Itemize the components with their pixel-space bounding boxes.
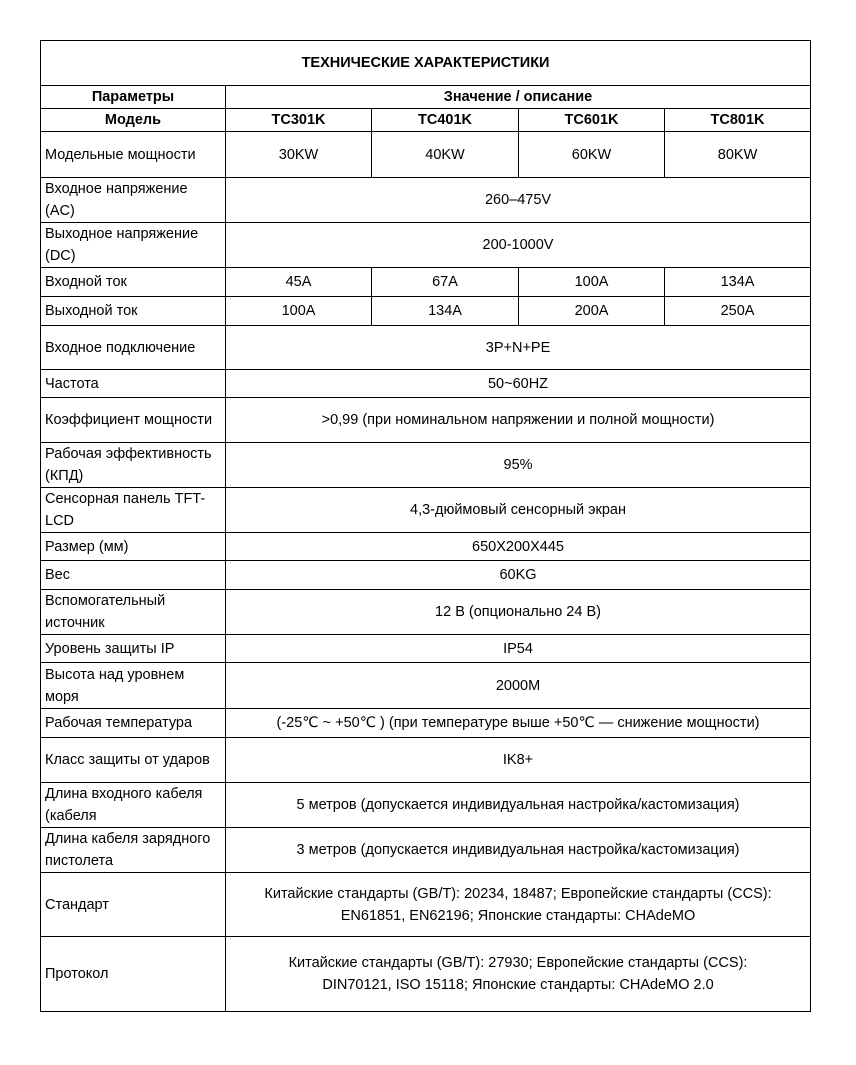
model-name: TC601K xyxy=(519,109,665,132)
cell-value: 200-1000V xyxy=(226,223,811,268)
row-label: Рабочая эффективность (КПД) xyxy=(41,443,226,488)
row-label: Входное подключение xyxy=(41,326,226,370)
cell-value: 5 метров (допускается индивидуальная настройка/кастомизация) xyxy=(226,783,811,828)
model-name: TC801K xyxy=(665,109,811,132)
cell-value: 650X200X445 xyxy=(226,533,811,561)
row-label: Длина кабеля зарядного пистолета xyxy=(41,828,226,873)
cell-value: IK8+ xyxy=(226,738,811,783)
table-row xyxy=(41,297,811,326)
protocol-line-1: Китайские стандарты (GB/T): 27930; Европейские стандарты (CCS): xyxy=(288,955,748,971)
title-row xyxy=(41,41,811,86)
table-row xyxy=(41,709,811,738)
cell-value: 60KG xyxy=(226,561,811,590)
table-row xyxy=(41,178,811,223)
table-row xyxy=(41,132,811,178)
row-label: Сенсорная панель TFT-LCD xyxy=(41,488,226,533)
row-label: Выходное напряжение (DC) xyxy=(41,223,226,268)
row-label: Входной ток xyxy=(41,268,226,297)
row-label: Размер (мм) xyxy=(41,533,226,561)
row-label: Модельные мощности xyxy=(41,132,226,178)
cell-value: 134A xyxy=(665,268,811,297)
table-row xyxy=(41,533,811,561)
table-row xyxy=(41,443,811,488)
cell-value: 50~60HZ xyxy=(226,370,811,398)
table-row xyxy=(41,783,811,828)
cell-value: 95% xyxy=(226,443,811,488)
header-row xyxy=(41,86,811,109)
spec-table xyxy=(40,40,811,1012)
cell-value: 260–475V xyxy=(226,178,811,223)
cell-value: >0,99 (при номинальном напряжении и полной мощности) xyxy=(226,398,811,443)
cell-value xyxy=(226,873,811,937)
row-label: Длина входного кабеля (кабеля xyxy=(41,783,226,828)
standard-line-2: EN61851, EN62196; Японские стандарты: CHAdeMO xyxy=(340,907,696,924)
param-header: Параметры xyxy=(41,86,226,109)
row-label: Протокол xyxy=(41,937,226,1012)
cell-value: 12 В (опционально 24 В) xyxy=(226,590,811,635)
table-row xyxy=(41,738,811,783)
cell-value: 2000M xyxy=(226,663,811,709)
table-row xyxy=(41,326,811,370)
cell-value: 100A xyxy=(226,297,372,326)
value-header: Значение / описание xyxy=(226,86,811,109)
page-title: ТЕХНИЧЕСКИЕ ХАРАКТЕРИСТИКИ xyxy=(41,41,811,86)
cell-value: (-25℃ ~ +50℃ ) (при температуре выше +50℃ — снижение мощности) xyxy=(226,709,811,738)
cell-value: 100A xyxy=(519,268,665,297)
table-row xyxy=(41,590,811,635)
protocol-line-2: DIN70121, ISO 15118; Японские стандарты: CHAdeMO 2.0 xyxy=(322,977,714,993)
table-row xyxy=(41,663,811,709)
table-row xyxy=(41,370,811,398)
table-row xyxy=(41,488,811,533)
row-label: Стандарт xyxy=(41,873,226,937)
table-row xyxy=(41,398,811,443)
cell-value: 200A xyxy=(519,297,665,326)
cell-value: 30KW xyxy=(226,132,372,178)
model-name: TC301K xyxy=(226,109,372,132)
row-label: Высота над уровнем моря xyxy=(41,663,226,709)
row-label: Класс защиты от ударов xyxy=(41,738,226,783)
model-row xyxy=(41,109,811,132)
cell-value: 45A xyxy=(226,268,372,297)
cell-value: 40KW xyxy=(372,132,519,178)
cell-value: 80KW xyxy=(665,132,811,178)
cell-value: 250A xyxy=(665,297,811,326)
row-label: Рабочая температура xyxy=(41,709,226,738)
table-row xyxy=(41,828,811,873)
model-header: Модель xyxy=(41,109,226,132)
row-label: Вспомогательный источник xyxy=(41,590,226,635)
standard-line-1: Китайские стандарты (GB/T): 20234, 18487; Европейские стандарты (CCS): xyxy=(264,885,772,902)
table-row xyxy=(41,873,811,937)
table-row xyxy=(41,223,811,268)
row-label: Входное напряжение (AC) xyxy=(41,178,226,223)
row-label: Вес xyxy=(41,561,226,590)
cell-value: 67A xyxy=(372,268,519,297)
table-row xyxy=(41,635,811,663)
row-label: Уровень защиты IP xyxy=(41,635,226,663)
model-name: TC401K xyxy=(372,109,519,132)
table-row xyxy=(41,937,811,1012)
cell-value xyxy=(226,937,811,1012)
cell-value: 4,3-дюймовый сенсорный экран xyxy=(226,488,811,533)
row-label: Частота xyxy=(41,370,226,398)
cell-value: 3 метров (допускается индивидуальная настройка/кастомизация) xyxy=(226,828,811,873)
row-label: Коэффициент мощности xyxy=(41,398,226,443)
cell-value: 134A xyxy=(372,297,519,326)
cell-value: IP54 xyxy=(226,635,811,663)
cell-value: 60KW xyxy=(519,132,665,178)
table-row xyxy=(41,561,811,590)
cell-value: 3P+N+PE xyxy=(226,326,811,370)
table-row xyxy=(41,268,811,297)
row-label: Выходной ток xyxy=(41,297,226,326)
